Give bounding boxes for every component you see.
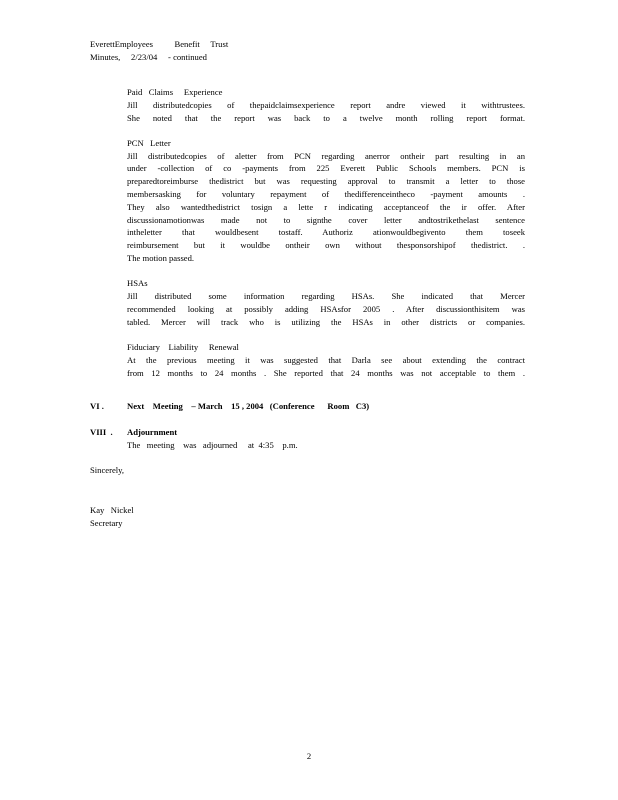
section-line: under -collection of co -payments from 225 Everett Public Schools members. PCN is bbox=[127, 163, 525, 174]
section-line: from 12 months to 24 months . She reported that 24 months was not acceptable to them . bbox=[127, 367, 525, 378]
section-line: Jill distributedcopies of aletter from PCN regarding anerror ontheir part resulting in an bbox=[127, 150, 525, 161]
header-line-2: Minutes, 2/23/04 - continued bbox=[90, 51, 207, 62]
header-line-1: EverettEmployees Benefit Trust bbox=[90, 39, 229, 49]
closing-salutation: Sincerely, bbox=[90, 465, 125, 475]
section-fiduciary-liability bbox=[127, 341, 525, 379]
minutes-sections bbox=[127, 86, 525, 392]
signer-title: Secretary bbox=[90, 518, 123, 528]
agenda-item-label: Next Meeting – March 15 , 2004 (Conference Room C3) bbox=[127, 401, 370, 411]
section-title: PCN Letter bbox=[127, 137, 171, 148]
section-line: Jill distributedcopies of thepaidclaimsexperience report andre viewed it withtrustees. bbox=[127, 99, 525, 110]
section-pcn-letter bbox=[127, 137, 525, 265]
section-title: HSAs bbox=[127, 278, 148, 289]
signer-name: Kay Nickel bbox=[90, 505, 134, 515]
section-line: At the previous meeting it was suggested that Darla see about extending the contract bbox=[127, 354, 525, 365]
section-line: reimbursement but it wouldbe ontheir own without thesponsorshipof thedistrict. . bbox=[127, 240, 525, 251]
section-title: Paid Claims Experience bbox=[127, 87, 223, 97]
section-line: They also wantedthedistrict tosign a lette r indicating acceptanceof the ir offer. After bbox=[127, 201, 525, 212]
section-line: preparedtoreimburse thedistrict but was requesting approval to transmit a letter to those bbox=[127, 176, 525, 187]
section-line: The motion passed. bbox=[127, 253, 195, 264]
section-line: recommended looking at possibly adding HSAsfor 2005 . After discussionthisitem was bbox=[127, 303, 525, 314]
agenda-item-number: VIII . bbox=[90, 427, 113, 437]
section-line: tabled. Mercer will track who is utilizing the HSAs in other districts or companies. bbox=[127, 316, 525, 327]
section-hsas bbox=[127, 277, 525, 328]
section-line: She noted that the report was back to a twelve month rolling report format. bbox=[127, 112, 525, 123]
page-number: 2 bbox=[306, 751, 312, 761]
section-paid-claims bbox=[127, 86, 525, 124]
section-line: discussionamotionwas made not to signthe cover letter andtostrikethelast sentence bbox=[127, 214, 525, 225]
page-header bbox=[90, 38, 290, 64]
agenda-item-number: VI . bbox=[90, 401, 104, 411]
agenda-item-line: The meeting was adjourned at 4:35 p.m. bbox=[127, 439, 298, 450]
section-line: membersasking for voluntary repayment of thedifferenceintheco -payment amounts . bbox=[127, 189, 525, 200]
section-line: Jill distributed some information regarding HSAs. She indicated that Mercer bbox=[127, 291, 525, 302]
agenda-item-label: Adjournment bbox=[127, 427, 178, 437]
section-title: Fiduciary Liability Renewal bbox=[127, 342, 239, 353]
section-line: intheletter that wouldbesent tostaff. Authoriz ationwouldbegivento them toseek bbox=[127, 227, 525, 238]
